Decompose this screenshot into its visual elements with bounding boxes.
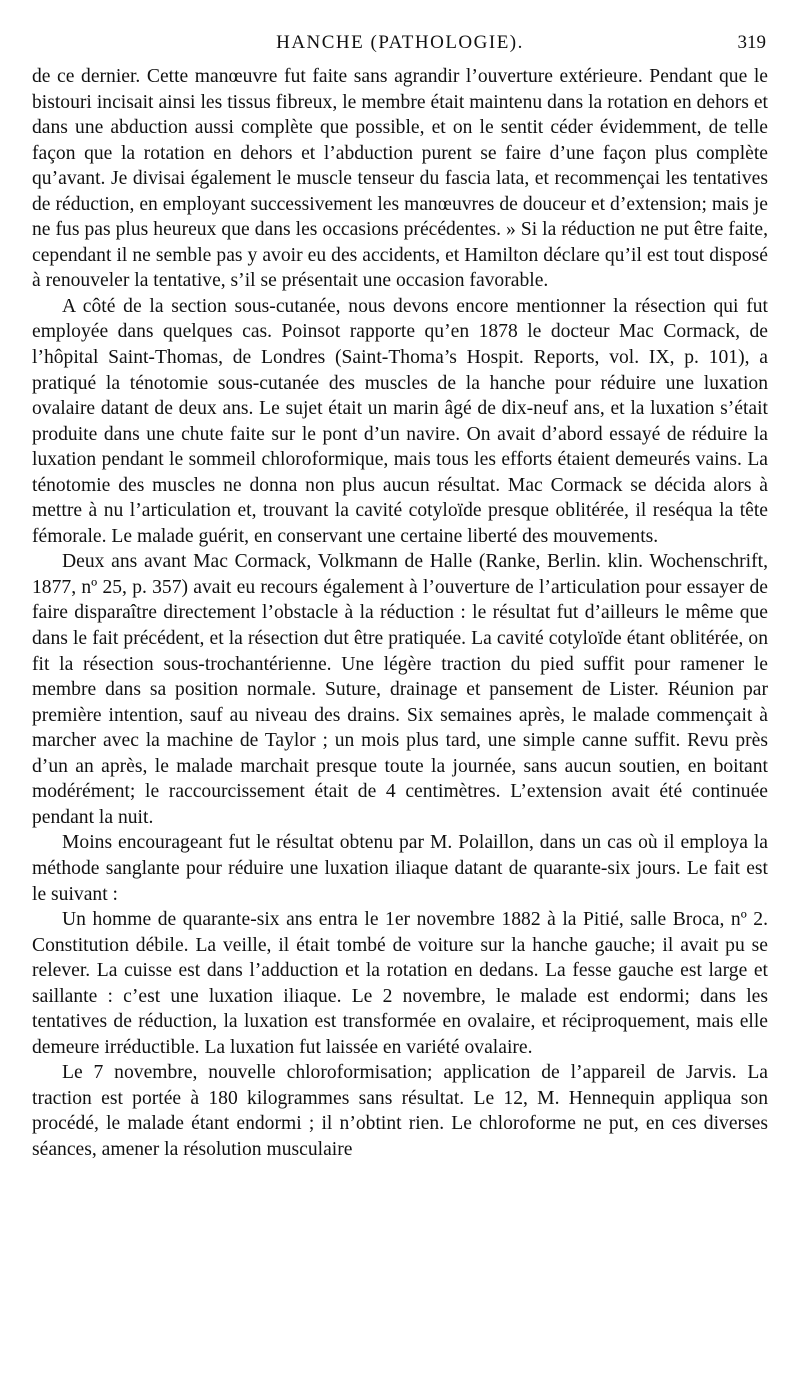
body-text	[32, 64, 768, 1163]
paragraph-chloroformisation: Le 7 novembre, nouvelle chloroformisation; application de l’appareil de Jarvis. La traction est portée à 180 kilogrammes sans résultat. Le 12, M. Hennequin appliqua son procédé, le malade étant endormi ; il n’obtint rien. Le chloroforme ne put, en ces diverses séances, amener la résolution musculaire	[32, 1062, 768, 1160]
page-number: 319	[737, 32, 766, 53]
paragraph-resection: A côté de la section sous-cutanée, nous devons encore mentionner la résection qui fut employée dans quelques cas. Poinsot rapporte qu’en 1878 le docteur Mac Cormack, de l’hôpital Saint-Thomas, de Londres (Saint-Thoma’s Hospit. Reports, vol. IX, p. 101), a pratiqué la ténotomie sous-cutanée des muscles de la hanche pour réduire une luxation ovalaire datant de deux ans. Le sujet était un marin âgé de dix-neuf ans, et la luxation s’était produite dans une chute faite sur le pont d’un navire. On avait d’abord essayé de réduire la luxation pendant le sommeil chloroformique, mais tous les efforts étaient demeurés vains. La ténotomie des muscles ne donna non plus aucun résultat. Mac Cormack se décida alors à mettre à nu l’articulation et, trouvant la cavité cotyloïde presque oblitérée, il reséqua la tête fémorale. Le malade guérit, en conservant une certaine liberté des mouvements.	[32, 295, 768, 547]
paragraph-volkmann: Deux ans avant Mac Cormack, Volkmann de Halle (Ranke, Berlin. klin. Wochenschrift, 1877, nº 25, p. 357) avait eu recours également à l’ouverture de l’articulation pour essayer de faire disparaître directement l’obstacle à la réduction : le résultat fut d’ailleurs le même que dans le fait précédent, et la résection dut être pratiquée. La cavité cotyloïde étant oblitérée, on fit la résection sous-trochantérienne. Une légère traction du pied suffit pour ramener le membre dans sa position normale. Suture, drainage et pansement de Lister. Réunion par première intention, sauf au niveau des drains. Six semaines après, le malade commençait à marcher avec la machine de Taylor ; un mois plus tard, une simple canne suffit. Revu près d’un an après, le malade marchait presque toute la journée, sans aucun soutien, en boitant modérément; le raccourcissement était de 4 centimètres. L’extension avait été continuée pendant la nuit.	[32, 551, 768, 828]
paragraph-continuation: de ce dernier. Cette manœuvre fut faite sans agrandir l’ouverture extérieure. Pendant que le bistouri incisait ainsi les tissus fibreux, le membre était maintenu dans la rotation en dehors et dans une abduction aussi complète que possible, et on le sentit céder évidemment, de telle façon que la rotation en dehors et l’abduction purent se faire d’une façon plus complète qu’avant. Je divisai également le muscle tenseur du fascia lata, et recommençai les tentatives de réduction, en employant successivement les manœuvres de douceur et d’extension; mais je ne fus pas plus heureux que dans les occasions précédentes. » Si la réduction ne put être faite, cependant il ne semble pas y avoir eu des accidents, et Hamilton déclare qu’il est tout disposé à renouveler la tentative, s’il se présentait une occasion favorable.	[32, 66, 768, 292]
running-title: HANCHE (PATHOLOGIE).	[276, 32, 524, 53]
paragraph-case-report: Un homme de quarante-six ans entra le 1er novembre 1882 à la Pitié, salle Broca, nº 2. Constitution débile. La veille, il était tombé de voiture sur la hanche gauche; il avait pu se relever. La cuisse est dans l’adduction et la rotation en dedans. La fesse gauche est large et saillante : c’est une luxation iliaque. Le 2 novembre, le malade est endormi; dans les tentatives de réduction, la luxation est transformée en ovalaire, et réciproquement, mais elle demeure irréductible. La luxation fut laissée en variété ovalaire.	[32, 909, 768, 1058]
paragraph-polaillon: Moins encourageant fut le résultat obtenu par M. Polaillon, dans un cas où il employa la méthode sanglante pour réduire une luxation iliaque datant de quarante-six jours. Le fait est le suivant :	[32, 832, 768, 905]
page-header	[32, 30, 768, 64]
